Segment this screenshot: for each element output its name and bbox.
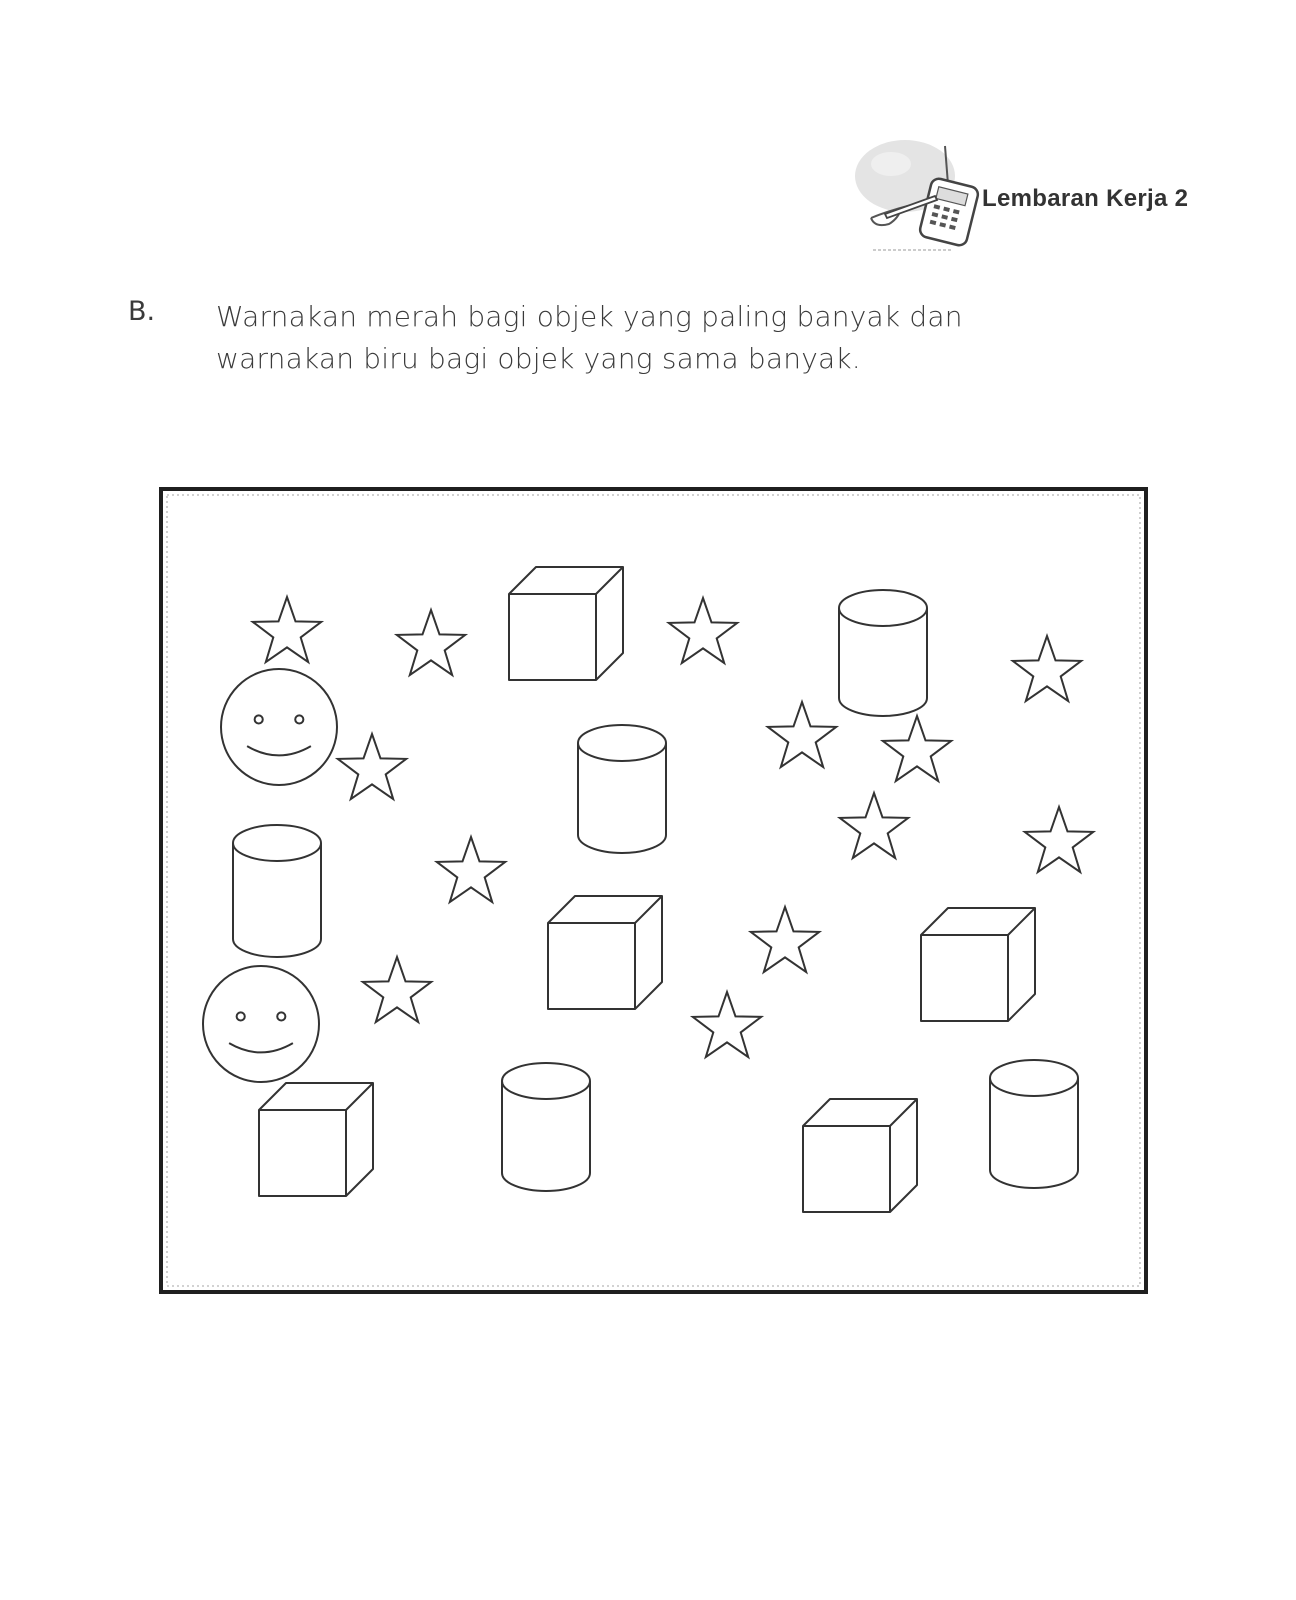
cube-icon [548, 896, 662, 1009]
instruction-line: Warnakan merah bagi objek yang paling banyak dan [216, 300, 963, 333]
activity-frame [161, 489, 1146, 1292]
star-icon [1013, 636, 1081, 701]
instruction-line: warnakan biru bagi objek yang sama banyak. [216, 342, 861, 375]
star-icon [693, 992, 761, 1057]
cylinder-icon [502, 1063, 590, 1191]
activity-frame-inner [167, 495, 1140, 1286]
star-icon [1025, 807, 1093, 872]
cylinder-icon [233, 825, 321, 957]
cylinder-icon [839, 590, 927, 716]
cube-icon [509, 567, 623, 680]
question-letter: B. [128, 296, 156, 327]
star-icon [840, 793, 908, 858]
smiley-face-icon [221, 669, 337, 785]
activity-box [155, 484, 1152, 1299]
star-icon [363, 957, 431, 1022]
cube-icon [259, 1083, 373, 1196]
cylinder-icon [578, 725, 666, 853]
cube-icon [803, 1099, 917, 1212]
cube-icon [921, 908, 1035, 1021]
star-icon [397, 610, 465, 675]
star-icon [338, 734, 406, 799]
star-icon [768, 702, 836, 767]
shapes-canvas [155, 484, 1152, 1299]
phone-and-pen-icon [855, 138, 980, 256]
star-icon [883, 716, 951, 781]
worksheet-title: Lembaran Kerja 2 [982, 185, 1189, 212]
cylinder-icon [990, 1060, 1078, 1188]
star-icon [437, 837, 505, 902]
smiley-face-icon [203, 966, 319, 1082]
worksheet-header [855, 138, 1245, 263]
star-icon [751, 907, 819, 972]
instruction-text [216, 296, 1136, 380]
star-icon [669, 598, 737, 663]
star-icon [253, 597, 321, 662]
